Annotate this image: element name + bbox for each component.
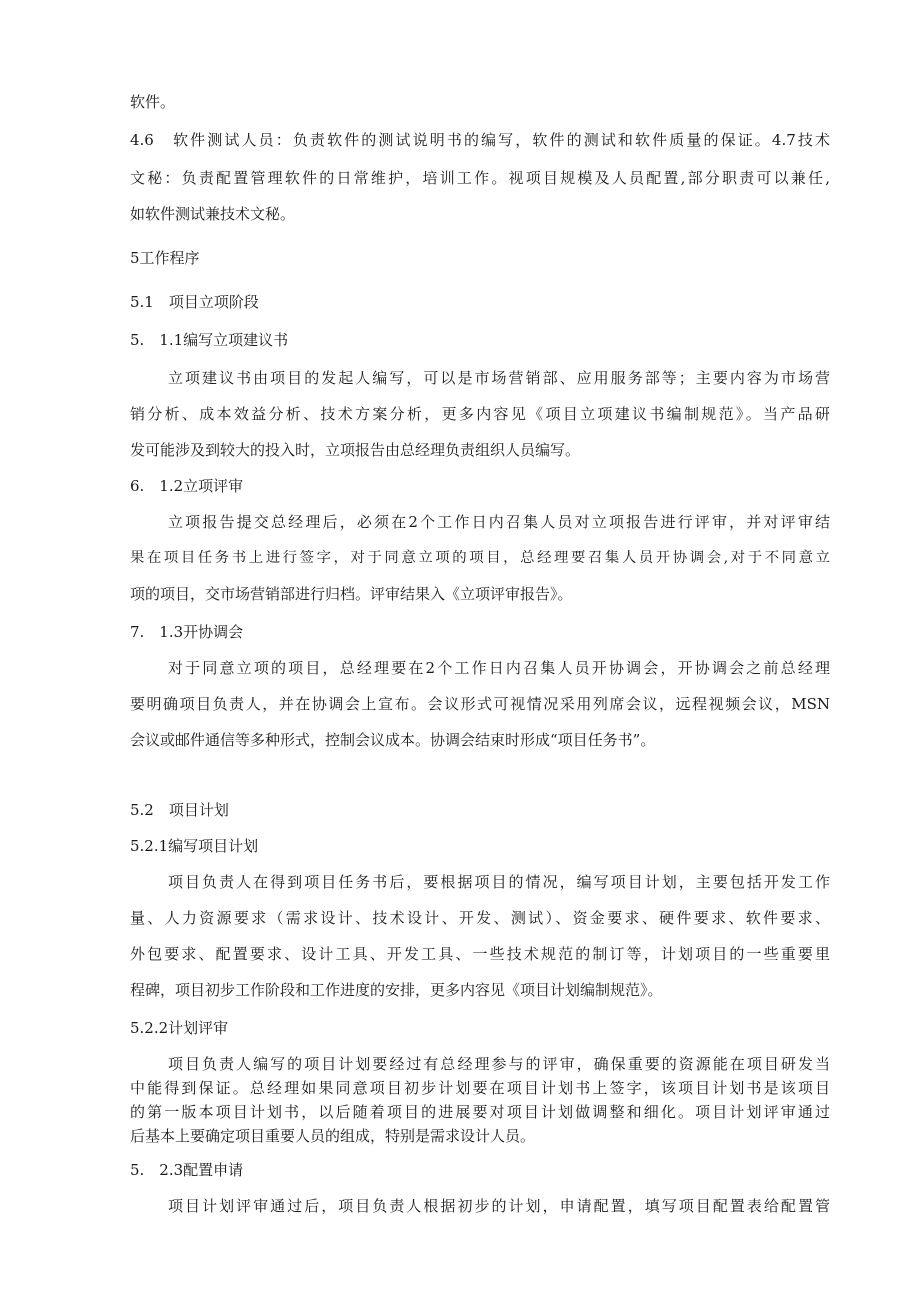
text-line: 程碑，项目初步工作阶段和工作进度的安排，更多内容见《项目计划编制规范》。 xyxy=(130,981,663,999)
text-line: 的第一版本项目计划书，以后随着项目的进展要对项目计划做调整和细化。项目计划评审通过 xyxy=(130,1103,830,1121)
text-line: 项目负责人编写的项目计划要经过有总经理参与的评审，确保重要的资源能在项目研发当 xyxy=(168,1055,830,1073)
section-heading: 5.2 项目计划 xyxy=(130,801,229,819)
subsection-heading: 5.2.2计划评审 xyxy=(130,1019,229,1037)
text-line: 4.6 软件测试人员：负责软件的测试说明书的编写，软件的测试和软件质量的保证。4.7技术 xyxy=(130,131,830,149)
text-line: 要明确项目负责人，并在协调会上宣布。会议形式可视情况采用列席会议，远程视频会议，MSN xyxy=(130,695,830,713)
subsection-heading: 6. 1.2立项评审 xyxy=(130,477,244,495)
text-line: 后基本上要确定项目重要人员的组成，特别是需求设计人员。 xyxy=(130,1127,536,1145)
text-line: 项的项目，交市场营销部进行归档。评审结果入《立项评审报告》。 xyxy=(130,585,573,603)
text-line: 软件。 xyxy=(130,93,176,111)
text-line: 立项建议书由项目的发起人编写，可以是市场营销部、应用服务部等；主要内容为市场营 xyxy=(168,369,830,387)
text-line: 外包要求、配置要求、设计工具、开发工具、一些技术规范的制订等，计划项目的一些重要里 xyxy=(130,945,830,963)
text-line: 对于同意立项的项目，总经理要在2个工作日内召集人员开协调会，开协调会之前总经理 xyxy=(168,659,830,677)
text-line: 果在项目任务书上进行签字，对于同意立项的项目，总经理要召集人员开协调会,对于不同意立 xyxy=(130,550,830,566)
subsection-heading: 5. 1.1编写立项建议书 xyxy=(130,331,289,349)
text-line: 会议或邮件通信等多种形式，控制会议成本。协调会结束时形成“项目任务书”。 xyxy=(130,731,656,749)
text-line: 销分析、成本效益分析、技术方案分析，更多内容见《项目立项建议书编制规范》。当产品研 xyxy=(130,405,830,423)
subsection-heading: 5.2.1编写项目计划 xyxy=(130,837,259,855)
text-line: 量、人力资源要求（需求设计、技术设计、开发、测试）、资金要求、硬件要求、软件要求、 xyxy=(130,909,830,927)
text-line: 项目计划评审通过后，项目负责人根据初步的计划，申请配置，填写项目配置表给配置管 xyxy=(168,1197,830,1215)
text-line: 项目负责人在得到项目任务书后，要根据项目的情况，编写项目计划，主要包括开发工作 xyxy=(168,873,830,891)
subsection-heading: 5. 2.3配置申请 xyxy=(130,1161,244,1179)
text-line: 发可能涉及到较大的投入时，立项报告由总经理负责组织人员编写。 xyxy=(130,441,581,459)
section-heading: 5工作程序 xyxy=(130,249,200,267)
text-line: 中能得到保证。总经理如果同意项目初步计划要在项目计划书上签字，该项目计划书是该项目 xyxy=(130,1079,830,1097)
text-line: 如软件测试兼技术文秘。 xyxy=(130,205,296,223)
section-heading: 5.1 项目立项阶段 xyxy=(130,293,259,311)
text-line: 立项报告提交总经理后，必须在2个工作日内召集人员对立项报告进行评审，并对评审结 xyxy=(168,513,830,531)
subsection-heading: 7. 1.3开协调会 xyxy=(130,623,244,641)
text-line: 文秘：负责配置管理软件的日常维护，培训工作。视项目规模及人员配置,部分职责可以兼任, xyxy=(130,169,830,187)
